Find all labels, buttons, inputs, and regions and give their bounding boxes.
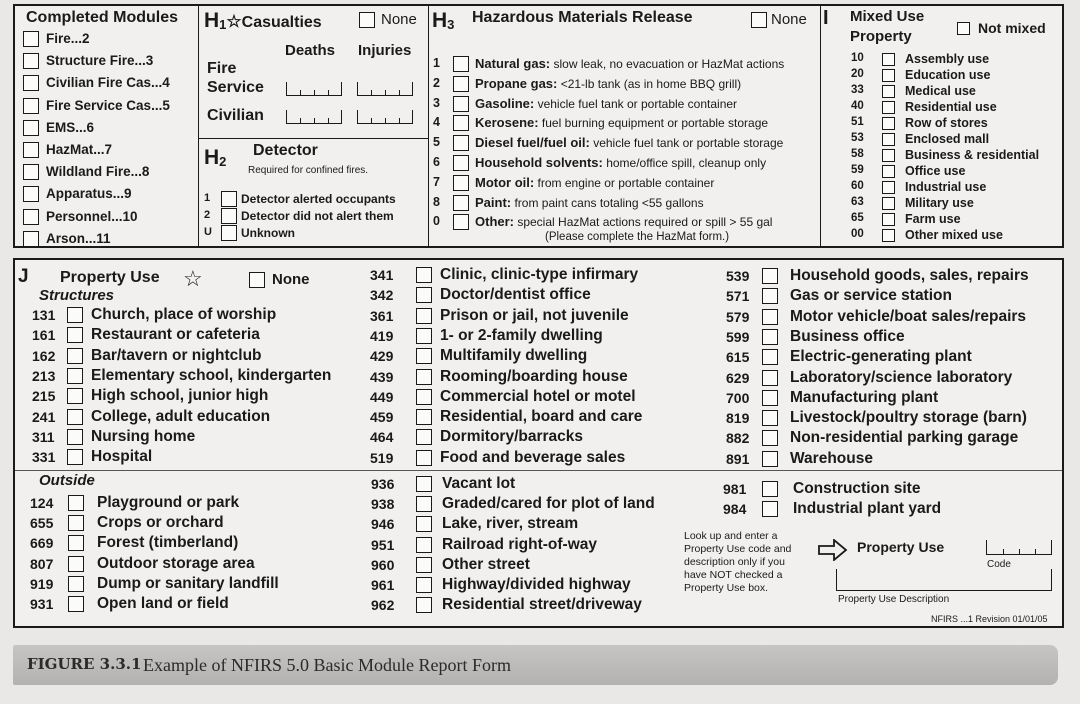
- mixed-use-checkbox[interactable]: [882, 53, 895, 66]
- hazmat-checkbox[interactable]: [453, 214, 469, 230]
- property-use-checkbox[interactable]: [416, 287, 432, 303]
- property-use-label: Prison or jail, not juvenile: [440, 306, 629, 324]
- module-label: Personnel...10: [46, 208, 138, 224]
- mixed-use-label: Other mixed use: [905, 228, 1003, 242]
- property-use-checkbox[interactable]: [416, 537, 432, 553]
- h2-subscript: 2: [219, 154, 227, 169]
- hazmat-name: Other:: [475, 214, 514, 230]
- property-use-checkbox[interactable]: [416, 267, 432, 283]
- property-use-code: 819: [726, 410, 750, 427]
- hazmat-none-label: None: [771, 11, 807, 28]
- hazmat-description: home/office spill, cleanup only: [602, 156, 767, 170]
- property-use-code: 331: [32, 449, 56, 466]
- module-checkbox[interactable]: [23, 53, 39, 69]
- hazmat-checkbox[interactable]: [453, 175, 469, 191]
- property-use-code: 938: [371, 496, 395, 513]
- mixed-use-label: Row of stores: [905, 116, 988, 130]
- module-label: Wildland Fire...8: [46, 164, 150, 180]
- property-use-code: 464: [370, 429, 394, 446]
- not-mixed-label: Not mixed: [978, 20, 1046, 36]
- form-top-block: [13, 4, 1064, 248]
- hazmat-description: from engine or portable container: [534, 175, 715, 190]
- hazmat-checkbox[interactable]: [453, 96, 469, 112]
- property-use-checkbox[interactable]: [416, 496, 432, 512]
- module-checkbox[interactable]: [23, 164, 39, 180]
- detector-option-label: Detector alerted occupants: [241, 192, 396, 206]
- property-use-label: Non-residential parking garage: [790, 429, 1019, 447]
- h1-subscript: 1: [219, 17, 227, 32]
- property-use-checkbox[interactable]: [416, 328, 432, 344]
- h3-heading: [432, 9, 454, 33]
- mixed-use-code: 60: [851, 180, 864, 192]
- hazmat-name: Diesel fuel/fuel oil:: [475, 135, 590, 151]
- hazmat-footnote: (Please complete the HazMat form.): [545, 231, 730, 243]
- structures-subtitle: Structures: [39, 287, 115, 304]
- property-use-checkbox[interactable]: [416, 409, 432, 425]
- mixed-use-title-line2: Property: [850, 28, 912, 45]
- property-use-checkbox[interactable]: [762, 451, 778, 467]
- property-use-description-field[interactable]: [836, 569, 1052, 591]
- detector-checkbox[interactable]: [221, 225, 237, 241]
- fire-row-label: Fire: [207, 60, 237, 77]
- hazmat-item-text: [475, 115, 768, 130]
- module-checkbox[interactable]: [23, 231, 39, 247]
- property-use-label: Livestock/poultry storage (barn): [790, 409, 1027, 427]
- description-field-label: Property Use Description: [838, 594, 950, 605]
- module-label: Arson...11: [46, 230, 111, 246]
- mixed-use-code: 33: [851, 84, 864, 96]
- property-use-code: 984: [723, 501, 747, 518]
- mixed-use-code: 10: [851, 52, 864, 64]
- hazmat-description: from paint cans totaling <55 gallons: [511, 195, 704, 210]
- property-use-checkbox[interactable]: [67, 327, 83, 343]
- detector-checkbox[interactable]: [221, 208, 237, 224]
- module-checkbox[interactable]: [23, 120, 39, 136]
- property-use-code: 419: [370, 327, 394, 344]
- hazmat-checkbox[interactable]: [453, 155, 469, 171]
- hazmat-name: Natural gas:: [475, 56, 551, 71]
- property-use-code: 599: [726, 328, 750, 345]
- property-use-label: Graded/cared for plot of land: [442, 495, 655, 513]
- casualties-none-label: None: [381, 11, 417, 28]
- hazmat-code: 6: [433, 155, 440, 169]
- property-use-code: 429: [370, 348, 394, 365]
- property-use-label: Motor vehicle/boat sales/repairs: [790, 307, 1027, 325]
- property-use-label: Food and beverage sales: [440, 448, 626, 466]
- property-use-checkbox[interactable]: [762, 501, 778, 517]
- property-use-code: 162: [32, 347, 56, 364]
- property-use-checkbox[interactable]: [416, 476, 432, 492]
- hazmat-name: Gasoline:: [475, 95, 535, 111]
- hazmat-code: 3: [433, 95, 440, 110]
- mixed-use-code: 65: [851, 212, 864, 224]
- property-use-label: 1- or 2-family dwelling: [440, 326, 603, 344]
- hazmat-description: special HazMat actions required or spill > 55 gal: [514, 215, 773, 230]
- property-use-none-label: None: [272, 271, 310, 288]
- property-use-label: Highway/divided highway: [442, 576, 631, 593]
- property-use-checkbox[interactable]: [762, 430, 778, 446]
- hazmat-description: <21-lb tank (as in home BBQ grill): [557, 76, 742, 91]
- property-use-checkbox[interactable]: [416, 557, 432, 573]
- module-checkbox[interactable]: [23, 98, 39, 114]
- property-use-label: Nursing home: [91, 427, 196, 445]
- property-use-checkbox[interactable]: [67, 368, 83, 384]
- mixed-use-checkbox[interactable]: [882, 149, 895, 162]
- figure-caption-bar: [13, 645, 1058, 685]
- property-use-code-field[interactable]: [986, 540, 1052, 555]
- property-use-label: Doctor/dentist office: [440, 286, 591, 304]
- mixed-use-code: 63: [851, 196, 864, 208]
- mixed-use-label: Education use: [905, 68, 991, 82]
- property-use-label: Manufacturing plant: [790, 388, 939, 406]
- property-use-code: 891: [726, 450, 750, 467]
- mixed-use-label: Business & residential: [905, 148, 1040, 162]
- h3-title: Hazardous Materials Release: [472, 9, 693, 26]
- property-use-code: 946: [371, 516, 395, 533]
- property-use-code: 131: [32, 307, 56, 323]
- lookup-instruction-line: Property Use code and: [684, 543, 792, 555]
- property-use-label: College, adult education: [91, 407, 271, 425]
- property-use-entry-label: Property Use: [857, 539, 945, 555]
- figure-caption: Example of NFIRS 5.0 Basic Module Report Form: [143, 655, 511, 675]
- mixed-use-checkbox[interactable]: [882, 165, 895, 178]
- property-use-code: 342: [370, 287, 394, 304]
- outside-subtitle: Outside: [39, 472, 95, 489]
- module-label: HazMat...7: [46, 142, 113, 157]
- property-use-label: Church, place of worship: [91, 306, 277, 323]
- star-icon: ☆: [183, 266, 203, 291]
- property-use-checkbox[interactable]: [762, 349, 778, 365]
- property-use-checkbox[interactable]: [762, 370, 778, 386]
- hazmat-name: Propane gas:: [475, 75, 558, 91]
- property-use-label: Dump or sanitary landfill: [97, 574, 279, 592]
- hazmat-code: 0: [433, 214, 440, 229]
- mixed-use-checkbox[interactable]: [882, 69, 895, 82]
- property-use-label: Business office: [790, 327, 905, 345]
- property-use-checkbox[interactable]: [68, 596, 84, 612]
- property-use-label: Vacant lot: [442, 475, 516, 492]
- hazmat-name: Motor oil:: [475, 174, 535, 190]
- property-use-code: 807: [30, 555, 54, 572]
- hazmat-code: 1: [433, 56, 440, 70]
- mixed-use-checkbox[interactable]: [882, 213, 895, 226]
- property-use-label: Household goods, sales, repairs: [790, 267, 1029, 284]
- mixed-use-checkbox[interactable]: [882, 85, 895, 98]
- civilian-row-label: Civilian: [207, 107, 264, 124]
- property-use-code: 579: [726, 308, 750, 325]
- property-use-checkbox[interactable]: [416, 429, 432, 445]
- property-use-checkbox[interactable]: [68, 495, 84, 511]
- property-use-label: Crops or orchard: [97, 514, 224, 532]
- module-label: Fire...2: [46, 31, 90, 46]
- arrow-right-icon: [818, 539, 848, 561]
- property-use-code: 936: [371, 476, 395, 492]
- property-use-code: 519: [370, 449, 394, 466]
- property-use-label: Rooming/boarding house: [440, 367, 628, 385]
- property-use-checkbox[interactable]: [762, 268, 778, 284]
- property-use-checkbox[interactable]: [762, 309, 778, 325]
- property-use-code: 124: [30, 495, 54, 511]
- property-use-code: 700: [726, 389, 750, 406]
- lookup-instruction-line: have NOT checked a: [684, 569, 783, 581]
- module-label: Apparatus...9: [46, 186, 132, 202]
- mixed-use-code: 51: [851, 116, 864, 128]
- hazmat-item-text: [475, 135, 783, 150]
- mixed-use-checkbox[interactable]: [882, 101, 895, 114]
- property-use-checkbox[interactable]: [762, 288, 778, 304]
- property-use-checkbox[interactable]: [67, 307, 83, 323]
- property-use-code: 931: [30, 596, 54, 612]
- lookup-instruction-line: description only if you: [684, 556, 785, 568]
- mixed-use-label: Farm use: [905, 212, 961, 226]
- property-use-label: Outdoor storage area: [97, 554, 255, 572]
- property-use-label: Residential, board and care: [440, 408, 643, 426]
- hazmat-item-text: [475, 175, 714, 190]
- mixed-use-label: Medical use: [905, 84, 976, 98]
- property-use-code: 439: [370, 368, 394, 385]
- property-use-code: 919: [30, 575, 54, 592]
- property-use-label: Open land or field: [97, 595, 229, 612]
- hazmat-item-text: [475, 76, 741, 91]
- property-use-label: Lake, river, stream: [442, 515, 579, 533]
- h2-letter: H: [204, 146, 220, 169]
- code-field-label: Code: [987, 559, 1011, 570]
- property-use-checkbox[interactable]: [416, 389, 432, 405]
- h1-title: Casualties: [241, 14, 322, 31]
- property-use-checkbox[interactable]: [67, 388, 83, 404]
- property-use-code: 960: [371, 556, 395, 573]
- hazmat-item-text: [475, 56, 784, 71]
- civilian-injuries-field[interactable]: [357, 110, 413, 124]
- property-use-code: 539: [726, 268, 750, 284]
- property-use-checkbox[interactable]: [68, 535, 84, 551]
- property-use-code: 615: [726, 349, 750, 366]
- property-use-code: 311: [32, 428, 55, 445]
- property-use-label: Industrial plant yard: [793, 500, 942, 518]
- mixed-use-checkbox[interactable]: [882, 229, 895, 242]
- hazmat-checkbox[interactable]: [453, 195, 469, 211]
- mixed-use-label: Enclosed mall: [905, 132, 990, 146]
- property-use-label: Other street: [442, 555, 530, 573]
- mixed-use-code: 00: [851, 228, 864, 240]
- property-use-label: Residential street/driveway: [442, 596, 642, 614]
- module-label: Fire Service Cas...5: [46, 97, 170, 113]
- property-use-checkbox[interactable]: [416, 597, 432, 613]
- hazmat-name: Kerosene:: [475, 115, 539, 131]
- deaths-column-header: Deaths: [285, 42, 336, 59]
- module-checkbox[interactable]: [23, 209, 39, 225]
- hazmat-code: 8: [433, 194, 440, 209]
- mixed-use-checkbox[interactable]: [882, 181, 895, 194]
- property-use-code: 981: [723, 481, 747, 497]
- property-use-checkbox[interactable]: [416, 348, 432, 364]
- property-use-checkbox[interactable]: [416, 308, 432, 324]
- mixed-use-label: Industrial use: [905, 180, 987, 194]
- property-use-code: 571: [726, 288, 750, 305]
- mixed-use-title-line1: Mixed Use: [850, 8, 925, 25]
- property-use-label: Dormitory/barracks: [440, 428, 584, 446]
- property-use-label: Restaurant or cafeteria: [91, 326, 260, 344]
- hazmat-description: vehicle fuel tank or portable container: [534, 96, 738, 111]
- detector-code: U: [204, 226, 212, 238]
- property-use-code: 215: [32, 388, 56, 405]
- property-use-checkbox[interactable]: [416, 450, 432, 466]
- hazmat-item-text: [475, 195, 704, 210]
- property-use-code: 213: [32, 367, 56, 384]
- mixed-use-checkbox[interactable]: [882, 133, 895, 146]
- hazmat-item-text: [475, 96, 737, 111]
- property-use-code: 669: [30, 535, 54, 552]
- property-use-label: Railroad right-of-way: [442, 535, 598, 553]
- property-use-none-checkbox[interactable]: [249, 272, 265, 288]
- property-use-checkbox[interactable]: [416, 577, 432, 593]
- casualties-none-checkbox[interactable]: [359, 12, 375, 28]
- mixed-use-label: Military use: [905, 196, 974, 210]
- section-j-letter: J: [18, 266, 29, 287]
- hazmat-checkbox[interactable]: [453, 115, 469, 131]
- h1-heading: [204, 9, 322, 33]
- detector-code: 1: [204, 192, 211, 204]
- property-use-section: [13, 258, 1064, 628]
- module-checkbox[interactable]: [23, 31, 39, 47]
- mixed-use-code: 40: [851, 100, 864, 112]
- property-use-checkbox[interactable]: [68, 576, 84, 592]
- detector-option-label: Detector did not alert them: [241, 209, 394, 223]
- detector-option-label: Unknown: [241, 226, 295, 240]
- h1-letter: H: [204, 9, 220, 32]
- h2-note: Required for confined fires.: [248, 165, 369, 176]
- hazmat-description: vehicle fuel tank or portable storage: [589, 136, 784, 151]
- hazmat-name: Household solvents:: [475, 155, 603, 170]
- property-use-label: High school, junior high: [91, 387, 269, 405]
- property-use-checkbox[interactable]: [67, 348, 83, 364]
- property-use-checkbox[interactable]: [416, 516, 432, 532]
- lookup-instruction-line: Property Use box.: [684, 582, 769, 594]
- module-checkbox[interactable]: [23, 142, 39, 158]
- section-i-letter: I: [823, 7, 829, 29]
- fire-service-injuries-field[interactable]: [357, 82, 413, 96]
- property-use-code: 161: [32, 327, 56, 344]
- mixed-use-code: 20: [851, 68, 864, 80]
- completed-modules-title: Completed Modules: [26, 9, 179, 26]
- hazmat-none-checkbox[interactable]: [751, 12, 767, 28]
- hazmat-code: 7: [433, 174, 440, 189]
- property-use-label: Commercial hotel or motel: [440, 387, 636, 405]
- hazmat-checkbox[interactable]: [453, 76, 469, 92]
- property-use-code: 951: [371, 536, 395, 553]
- hazmat-name: Paint:: [475, 194, 512, 210]
- property-use-code: 241: [32, 408, 56, 425]
- property-use-code: 655: [30, 515, 54, 532]
- module-label: Civilian Fire Cas...4: [46, 75, 170, 91]
- service-row-label: Service: [207, 79, 264, 96]
- not-mixed-checkbox[interactable]: [957, 22, 970, 35]
- property-use-label: Multifamily dwelling: [440, 347, 588, 365]
- property-use-code: 962: [371, 597, 395, 614]
- h2-title: Detector: [253, 142, 318, 159]
- mixed-use-code: 59: [851, 164, 864, 176]
- h2-heading: [204, 146, 226, 170]
- injuries-column-header: Injuries: [358, 42, 412, 59]
- mixed-use-label: Residential use: [905, 100, 997, 114]
- hazmat-checkbox[interactable]: [453, 135, 469, 151]
- property-use-checkbox[interactable]: [762, 410, 778, 426]
- property-use-code: 459: [370, 409, 394, 426]
- property-use-checkbox[interactable]: [416, 369, 432, 385]
- property-use-code: 341: [370, 267, 394, 283]
- hazmat-item-text: [475, 155, 766, 170]
- lookup-instructions: [684, 530, 791, 595]
- property-use-label: Elementary school, kindergarten: [91, 366, 332, 384]
- property-use-code: 629: [726, 369, 750, 386]
- property-use-label: Construction site: [793, 480, 921, 497]
- mixed-use-label: Office use: [905, 164, 966, 178]
- star-icon: ☆: [226, 12, 242, 31]
- module-label: Structure Fire...3: [46, 53, 154, 69]
- hazmat-description: fuel burning equipment or portable storage: [538, 116, 769, 131]
- property-use-code: 361: [370, 307, 394, 324]
- mixed-use-code: 53: [851, 132, 864, 144]
- mixed-use-checkbox[interactable]: [882, 197, 895, 210]
- module-checkbox[interactable]: [23, 186, 39, 202]
- property-use-code: 449: [370, 388, 394, 405]
- detector-code: 2: [204, 209, 211, 221]
- property-use-label: Clinic, clinic-type infirmary: [440, 266, 639, 283]
- property-use-label: Bar/tavern or nightclub: [91, 346, 262, 364]
- module-checkbox[interactable]: [23, 75, 39, 91]
- revision-label: NFIRS ...1 Revision 01/01/05: [931, 614, 1048, 624]
- property-use-label: Forest (timberland): [97, 534, 239, 552]
- property-use-checkbox[interactable]: [762, 390, 778, 406]
- lookup-instruction-line: Look up and enter a: [684, 530, 778, 542]
- hazmat-code: 5: [433, 135, 440, 150]
- property-use-label: Gas or service station: [790, 287, 952, 305]
- mixed-use-label: Assembly use: [905, 52, 990, 66]
- mixed-use-code: 58: [851, 148, 864, 160]
- property-use-checkbox[interactable]: [67, 409, 83, 425]
- civilian-deaths-field[interactable]: [286, 110, 342, 124]
- figure-number: FIGURE 3.3.1: [27, 655, 142, 673]
- hazmat-description: slow leak, no evacuation or HazMat actions: [550, 57, 785, 71]
- mixed-use-checkbox[interactable]: [882, 117, 895, 130]
- hazmat-item-text: [475, 214, 772, 229]
- fire-service-deaths-field[interactable]: [286, 82, 342, 96]
- property-use-title: Property Use: [60, 269, 160, 286]
- property-use-checkbox[interactable]: [68, 515, 84, 531]
- property-use-label: Laboratory/science laboratory: [790, 368, 1013, 386]
- property-use-label: Warehouse: [790, 449, 873, 467]
- property-use-code: 882: [726, 430, 750, 447]
- property-use-checkbox[interactable]: [67, 429, 83, 445]
- property-use-label: Playground or park: [97, 494, 240, 511]
- property-use-checkbox[interactable]: [762, 481, 778, 497]
- property-use-checkbox[interactable]: [67, 449, 83, 465]
- hazmat-code: 4: [433, 115, 440, 130]
- module-label: EMS...6: [46, 119, 95, 135]
- hazmat-code: 2: [433, 75, 440, 90]
- h3-letter: H: [432, 9, 448, 32]
- property-use-code: 961: [371, 577, 395, 593]
- property-use-checkbox[interactable]: [762, 329, 778, 345]
- property-use-label: Electric-generating plant: [790, 348, 972, 366]
- hazmat-checkbox[interactable]: [453, 56, 469, 72]
- property-use-label: Hospital: [91, 448, 153, 466]
- h3-subscript: 3: [447, 17, 455, 32]
- property-use-checkbox[interactable]: [68, 556, 84, 572]
- detector-checkbox[interactable]: [221, 191, 237, 207]
